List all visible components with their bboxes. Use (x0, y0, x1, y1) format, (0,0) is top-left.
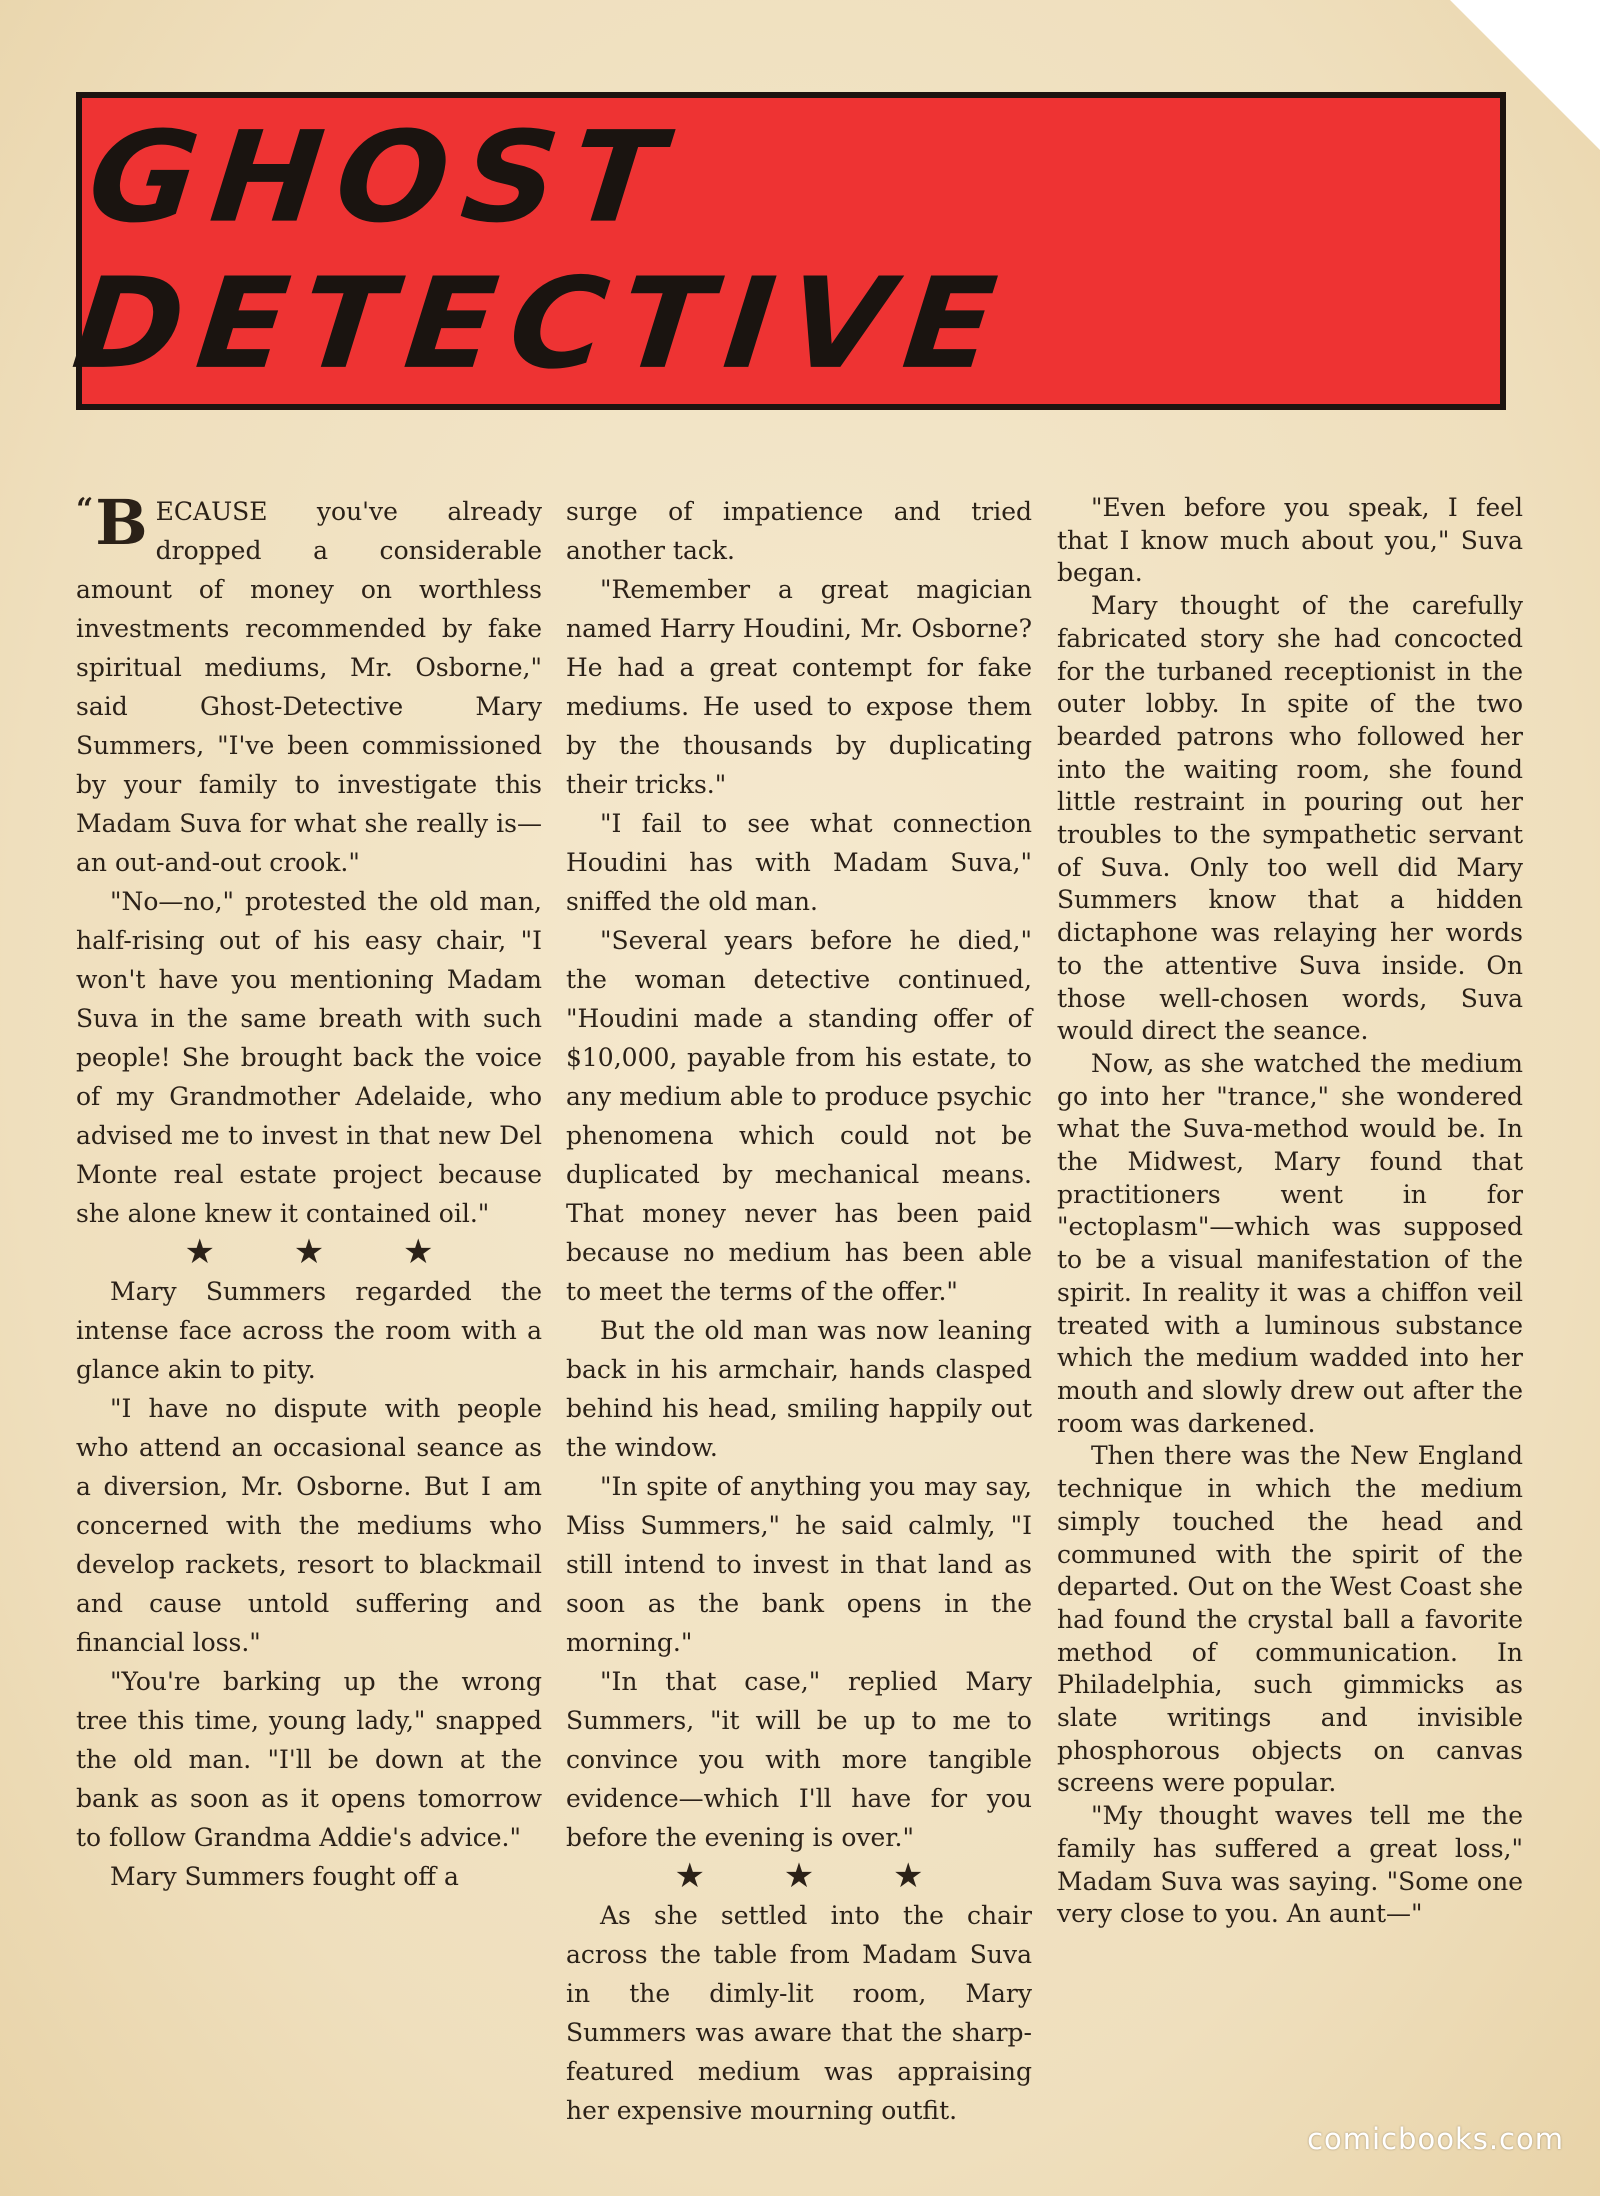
paragraph-text: "In spite of anything you may say, Miss Summers," he said calmly, "I still intend to invest in that land as soon as the bank opens in the morning." (566, 1472, 1032, 1657)
paragraph-text: As she settled into the chair across the table from Madam Suva in the dimly-lit room, Mary Summers was aware that the sharp-featured medium was appraising her expensive mourning outfit. (566, 1901, 1032, 2125)
paragraph (1057, 590, 1523, 1048)
paragraph (566, 1662, 1032, 1857)
section-divider-stars: ★ ★ ★ (674, 1856, 958, 1896)
paragraph-text: Now, as she watched the medium go into her "trance," she wondered what the Suva-method would be. In the Midwest, Mary found that practitioners went in for "ectoplasm"—which was supposed to be a visual manifestation of the spirit. In reality it was a chiffon veil treated with a luminous substance which the medium wadded into her mouth and slowly drew out after the room was darkened. (1057, 1048, 1523, 1438)
section-divider-stars: ★ ★ ★ (184, 1232, 468, 1272)
paragraph-text: "I fail to see what connection Houdini has with Madam Suva," sniffed the old man. (566, 809, 1032, 916)
paragraph-text: surge of impatience and tried another tack. (566, 497, 1032, 565)
paragraph-text: "You're barking up the wrong tree this time, young lady," snapped the old man. "I'll be down at the bank as soon as it opens tomorrow to follow Grandma Addie's advice." (76, 1667, 542, 1852)
article-column-3 (1057, 492, 1523, 1931)
paragraph (76, 882, 542, 1233)
paragraph-text: Mary Summers regarded the intense face across the room with a glance akin to pity. (76, 1277, 542, 1384)
paragraph (76, 486, 542, 882)
paragraph-text: "Several years before he died," the woman detective continued, "Houdini made a standing offer of $10,000, payable from his estate, to any medium able to produce psychic phenomena which could not be duplicated by mechanical means. That money never has been paid because no medium has been able to meet the terms of the offer." (566, 926, 1032, 1306)
paragraph-text: Mary Summers fought off a (110, 1862, 459, 1891)
title-banner (66, 92, 1506, 410)
paragraph (566, 570, 1032, 804)
paragraph-text: Mary thought of the carefully fabricated story she had concocted for the turbaned receptionist in the outer lobby. In spite of the two bearded patrons who followed her into the waiting room, she found little restraint in pouring out her troubles to the sympathetic servant of Suva. Only too well did Mary Summers know that a hidden dictaphone was relaying her words to the attentive Suva inside. On those well-chosen words, Suva would direct the seance. (1057, 591, 1523, 1046)
paragraph-text: "In that case," replied Mary Summers, "it will be up to me to convince you with more tangible evidence—which I'll have for you before the evening is over." (566, 1667, 1032, 1852)
paragraph-text: "Remember a great magician named Harry Houdini, Mr. Osborne? He had a great contempt for fake mediums. He used to expose them by the thousands by duplicating their tricks." (566, 575, 1032, 799)
paragraph (566, 1896, 1032, 2130)
paragraph-text: ECAUSE you've already dropped a considerable amount of money on worthless investments recommended by fake spiritual mediums, Mr. Osborne," said Ghost-Detective Mary Summers, "I've been commissioned by your family to investigate this Madam Suva for what she really is—an out-and-out crook." (76, 497, 542, 877)
paragraph (566, 492, 1032, 570)
paragraph (76, 1857, 542, 1896)
paragraph (566, 1311, 1032, 1467)
paragraph-text: "Even before you speak, I feel that I know much about you," Suva began. (1057, 493, 1523, 588)
watermark: comicbooks.com (1307, 2122, 1564, 2156)
paragraph-text: "My thought waves tell me the family has suffered a great loss," Madam Suva was saying. "Some one very close to you. An aunt—" (1057, 1801, 1523, 1929)
page-title: GHOST DETECTIVE (66, 104, 1017, 398)
paragraph (1057, 1800, 1523, 1931)
paragraph (76, 1389, 542, 1662)
article-column-2 (566, 492, 1032, 2130)
paragraph (76, 1272, 542, 1389)
opening-quote: “ (76, 492, 94, 527)
paragraph (566, 921, 1032, 1311)
paragraph (566, 804, 1032, 921)
article-column-1 (76, 486, 542, 1896)
paragraph-text: "No—no," protested the old man, half-rising out of his easy chair, "I won't have you mentioning Madam Suva in the same breath with such people! She brought back the voice of my Grandmother Adelaide, who advised me to invest in that new Del Monte real estate project because she alone knew it contained oil." (76, 887, 542, 1228)
paragraph-text: "I have no dispute with people who attend an occasional seance as a diversion, Mr. Osborne. But I am concerned with the mediums who develop rackets, resort to blackmail and cause untold suffering and financial loss." (76, 1394, 542, 1657)
paragraph (1057, 1048, 1523, 1440)
paragraph (1057, 1440, 1523, 1800)
article-body (76, 486, 1523, 2125)
paragraph (566, 1467, 1032, 1662)
paragraph (1057, 492, 1523, 590)
paragraph-text: Then there was the New England technique in which the medium simply touched the head and communed with the spirit of the departed. Out on the West Coast she had found the crystal ball a favorite method of communication. In Philadelphia, such gimmicks as slate writings and invisible phosphorous objects on canvas screens were popular. (1057, 1441, 1523, 1798)
drop-cap: B (95, 486, 148, 559)
paragraph (76, 1662, 542, 1857)
paragraph-text: But the old man was now leaning back in his armchair, hands clasped behind his head, smiling happily out the window. (566, 1316, 1032, 1462)
